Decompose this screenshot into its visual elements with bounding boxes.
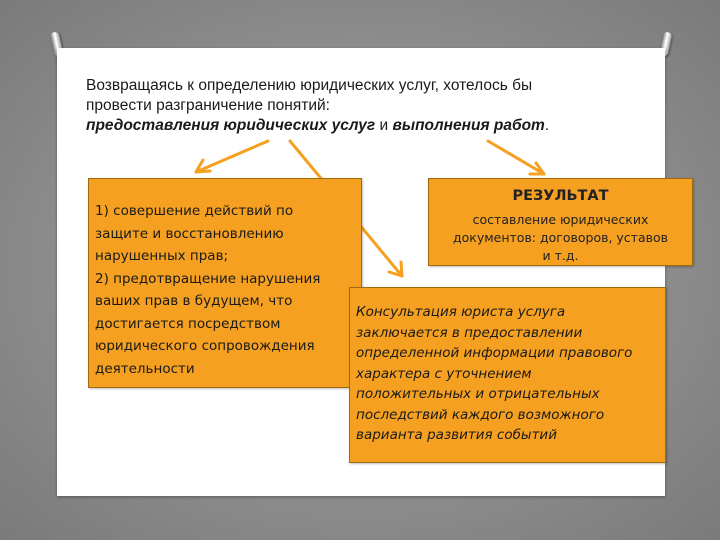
result-line: составление юридических — [472, 212, 649, 227]
left-box-line: юридического сопровождения — [95, 338, 315, 354]
intro-conjunction: и — [375, 117, 393, 134]
consult-box-line: последствий каждого возможного — [356, 406, 605, 423]
intro-emphasis-works: выполнения работ — [392, 117, 545, 134]
intro-line-2: провести разграничение понятий: — [86, 97, 330, 114]
consult-box-line: Консультация юриста услуга — [356, 304, 566, 320]
consult-box-line: положительных и отрицательных — [356, 386, 600, 402]
result-line: документов: договоров, уставов — [452, 230, 669, 245]
consultation-box — [349, 287, 666, 463]
consult-box-line: определенной информации правового — [356, 345, 633, 361]
intro-period: . — [544, 117, 550, 134]
intro-emphasis-services: предоставления юридических услуг — [86, 117, 376, 134]
intro-line-1: Возвращаясь к определению юридических услуг, хотелось бы — [86, 77, 533, 94]
left-box-line: деятельности — [95, 360, 195, 377]
result-box — [428, 178, 693, 266]
left-box-line: 2) предотвращение нарушения — [95, 270, 321, 287]
result-title: РЕЗУЛЬТАТ — [512, 188, 609, 204]
consult-box-line: характера с уточнением — [356, 365, 532, 382]
services-definition-box — [88, 178, 362, 388]
left-box-line: защите и восстановлению — [95, 225, 284, 242]
left-box-line: ваших прав в будущем, что — [95, 293, 293, 309]
consult-box-line: заключается в предоставлении — [356, 324, 583, 341]
consult-box-line: варианта развития событий — [356, 427, 557, 443]
result-line: и т.д. — [542, 248, 579, 263]
left-box-line: 1) совершение действий по — [95, 203, 294, 219]
arrow-to-left-box-icon — [196, 141, 268, 172]
left-box-line: нарушенных прав; — [95, 248, 229, 264]
left-box-line: достигается посредством — [95, 315, 281, 332]
arrow-to-result-box-icon — [488, 141, 544, 174]
result-text — [429, 211, 692, 265]
